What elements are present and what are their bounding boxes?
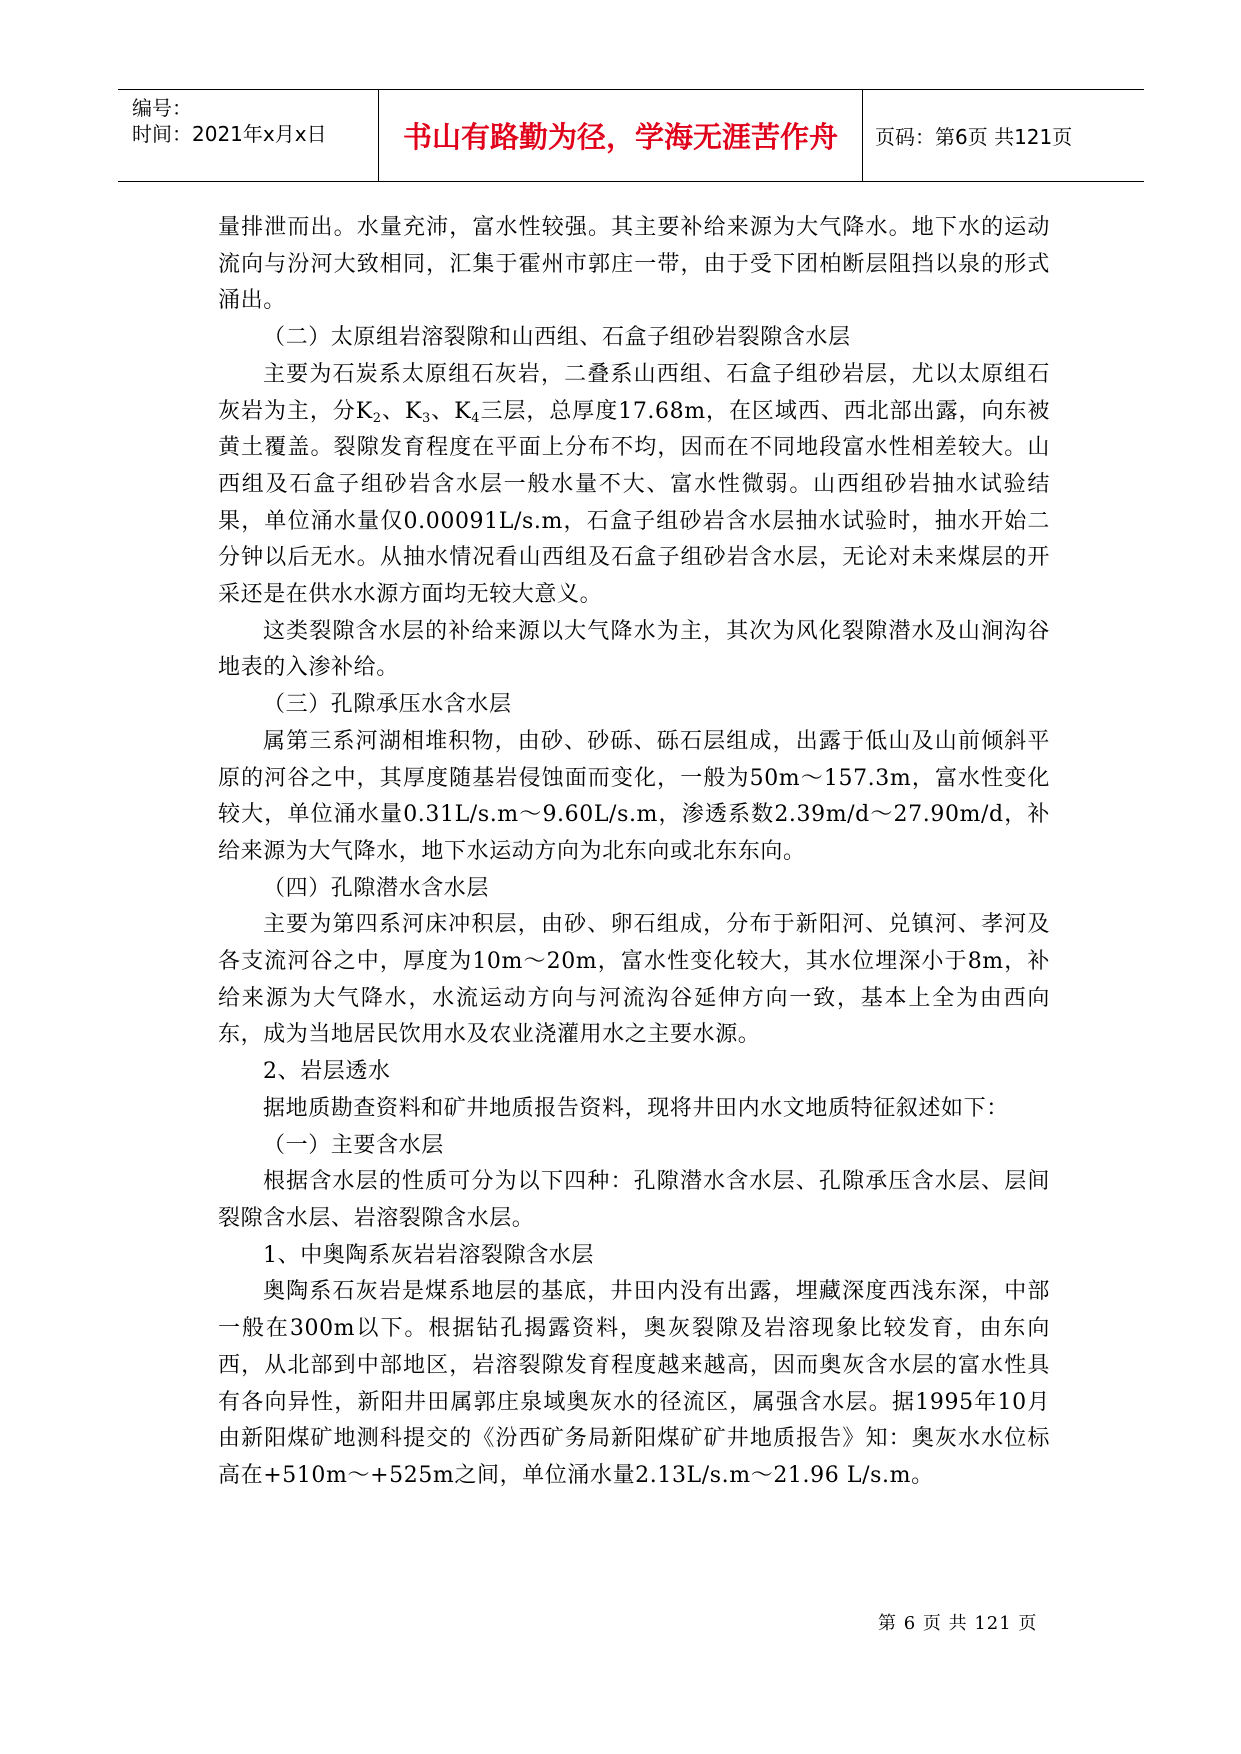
paragraph: 量排泄而出。水量充沛，富水性较强。其主要补给来源为大气降水。地下水的运动流向与汾河大致相同，汇集于霍州市郭庄一带，由于受下团柏断层阻挡以泉的形式涌出。: [218, 215, 1050, 314]
paragraph: 据地质勘查资料和矿井地质报告资料，现将井田内水文地质特征叙述如下：: [263, 1095, 1009, 1121]
section-heading: 1、中奥陶系灰岩岩溶裂隙含水层: [263, 1242, 594, 1268]
serial-label: 编号：: [132, 96, 192, 120]
header-motto: 书山有路勤为径，学海无涯苦作舟: [378, 90, 863, 181]
section-heading: （三）孔隙承压水含水层: [263, 692, 512, 718]
section-heading: 2、岩层透水: [263, 1059, 391, 1085]
page-footer: 第 6 页 共 121 页: [878, 1613, 1038, 1634]
paragraph: 主要为第四系河床冲积层，由砂、卵石组成，分布于新阳河、兑镇河、孝河及各支流河谷之中，厚度为10m～20m，富水性变化较大，其水位埋深小于8m，补给来源为大气降水，水流运动方向与河流沟谷延伸方向一致，基本上全为由西向东，成为当地居民饮用水及农业浇灌用水之主要水源。: [218, 912, 1050, 1048]
time-label: 时间：2021年x月x日: [132, 122, 327, 146]
paragraph: 主要为石炭系太原组石灰岩，二叠系山西组、石盒子组砂岩层，尤以太原组石灰岩为主，分$K_2$、$K_3$、$K_4$三层，总厚度17.68m，在区域西、西北部出露，向东被黄土覆盖。裂隙发育程度在平面上分布不均，因而在不同地段富水性相差较大。山西组及石盒子组砂岩含水层一般水量不大、富水性微弱。山西组砂岩抽水试验结果，单位涌水量仅0.00091L/s.m，石盒子组砂岩含水层抽水试验时，抽水开始二分钟以后无水。从抽水情况看山西组及石盒子组砂岩含水层，无论对未来煤层的开采还是在供水水源方面均无较大意义。: [218, 361, 1051, 608]
paragraph: 奥陶系石灰岩是煤系地层的基底，井田内没有出露，埋藏深度西浅东深，中部一般在300m以下。根据钻孔揭露资料，奥灰裂隙及岩溶现象比较发育，由东向西，从北部到中部地区，岩溶裂隙发育程度越来越高，因而奥灰含水层的富水性具有各向异性，新阳井田属郭庄泉域奥灰水的径流区，属强含水层。据1995年10月由新阳煤矿地测科提交的《汾西矿务局新阳煤矿矿井地质报告》知：奥灰水水位标高在+510m～+525m之间，单位涌水量2.13L/s.m～21.96 L/s.m。: [218, 1279, 1050, 1488]
paragraph: 属第三系河湖相堆积物，由砂、砂砾、砾石层组成，出露于低山及山前倾斜平原的河谷之中，其厚度随基岩侵蚀面而变化，一般为50m～157.3m，富水性变化较大，单位涌水量0.31L/s.m～9.60L/s.m，渗透系数2.39m/d～27.90m/d，补给来源为大气降水，地下水运动方向为北东向或北东东向。: [218, 728, 1050, 864]
section-heading: （四）孔隙潜水含水层: [263, 875, 490, 901]
section-heading: （一）主要含水层: [263, 1132, 444, 1158]
paragraph: 根据含水层的性质可分为以下四种：孔隙潜水含水层、孔隙承压含水层、层间裂隙含水层、岩溶裂隙含水层。: [218, 1169, 1050, 1231]
header-meta: [132, 90, 390, 181]
document-body: [218, 210, 1050, 1495]
header-page-label: 页码：第6页 共121页: [875, 125, 1073, 149]
section-heading: （二）太原组岩溶裂隙和山西组、石盒子组砂岩裂隙含水层: [263, 325, 851, 351]
page-header: [118, 89, 1144, 182]
paragraph: 这类裂隙含水层的补给来源以大气降水为主，其次为风化裂隙潜水及山涧沟谷地表的入渗补给。: [218, 618, 1050, 681]
